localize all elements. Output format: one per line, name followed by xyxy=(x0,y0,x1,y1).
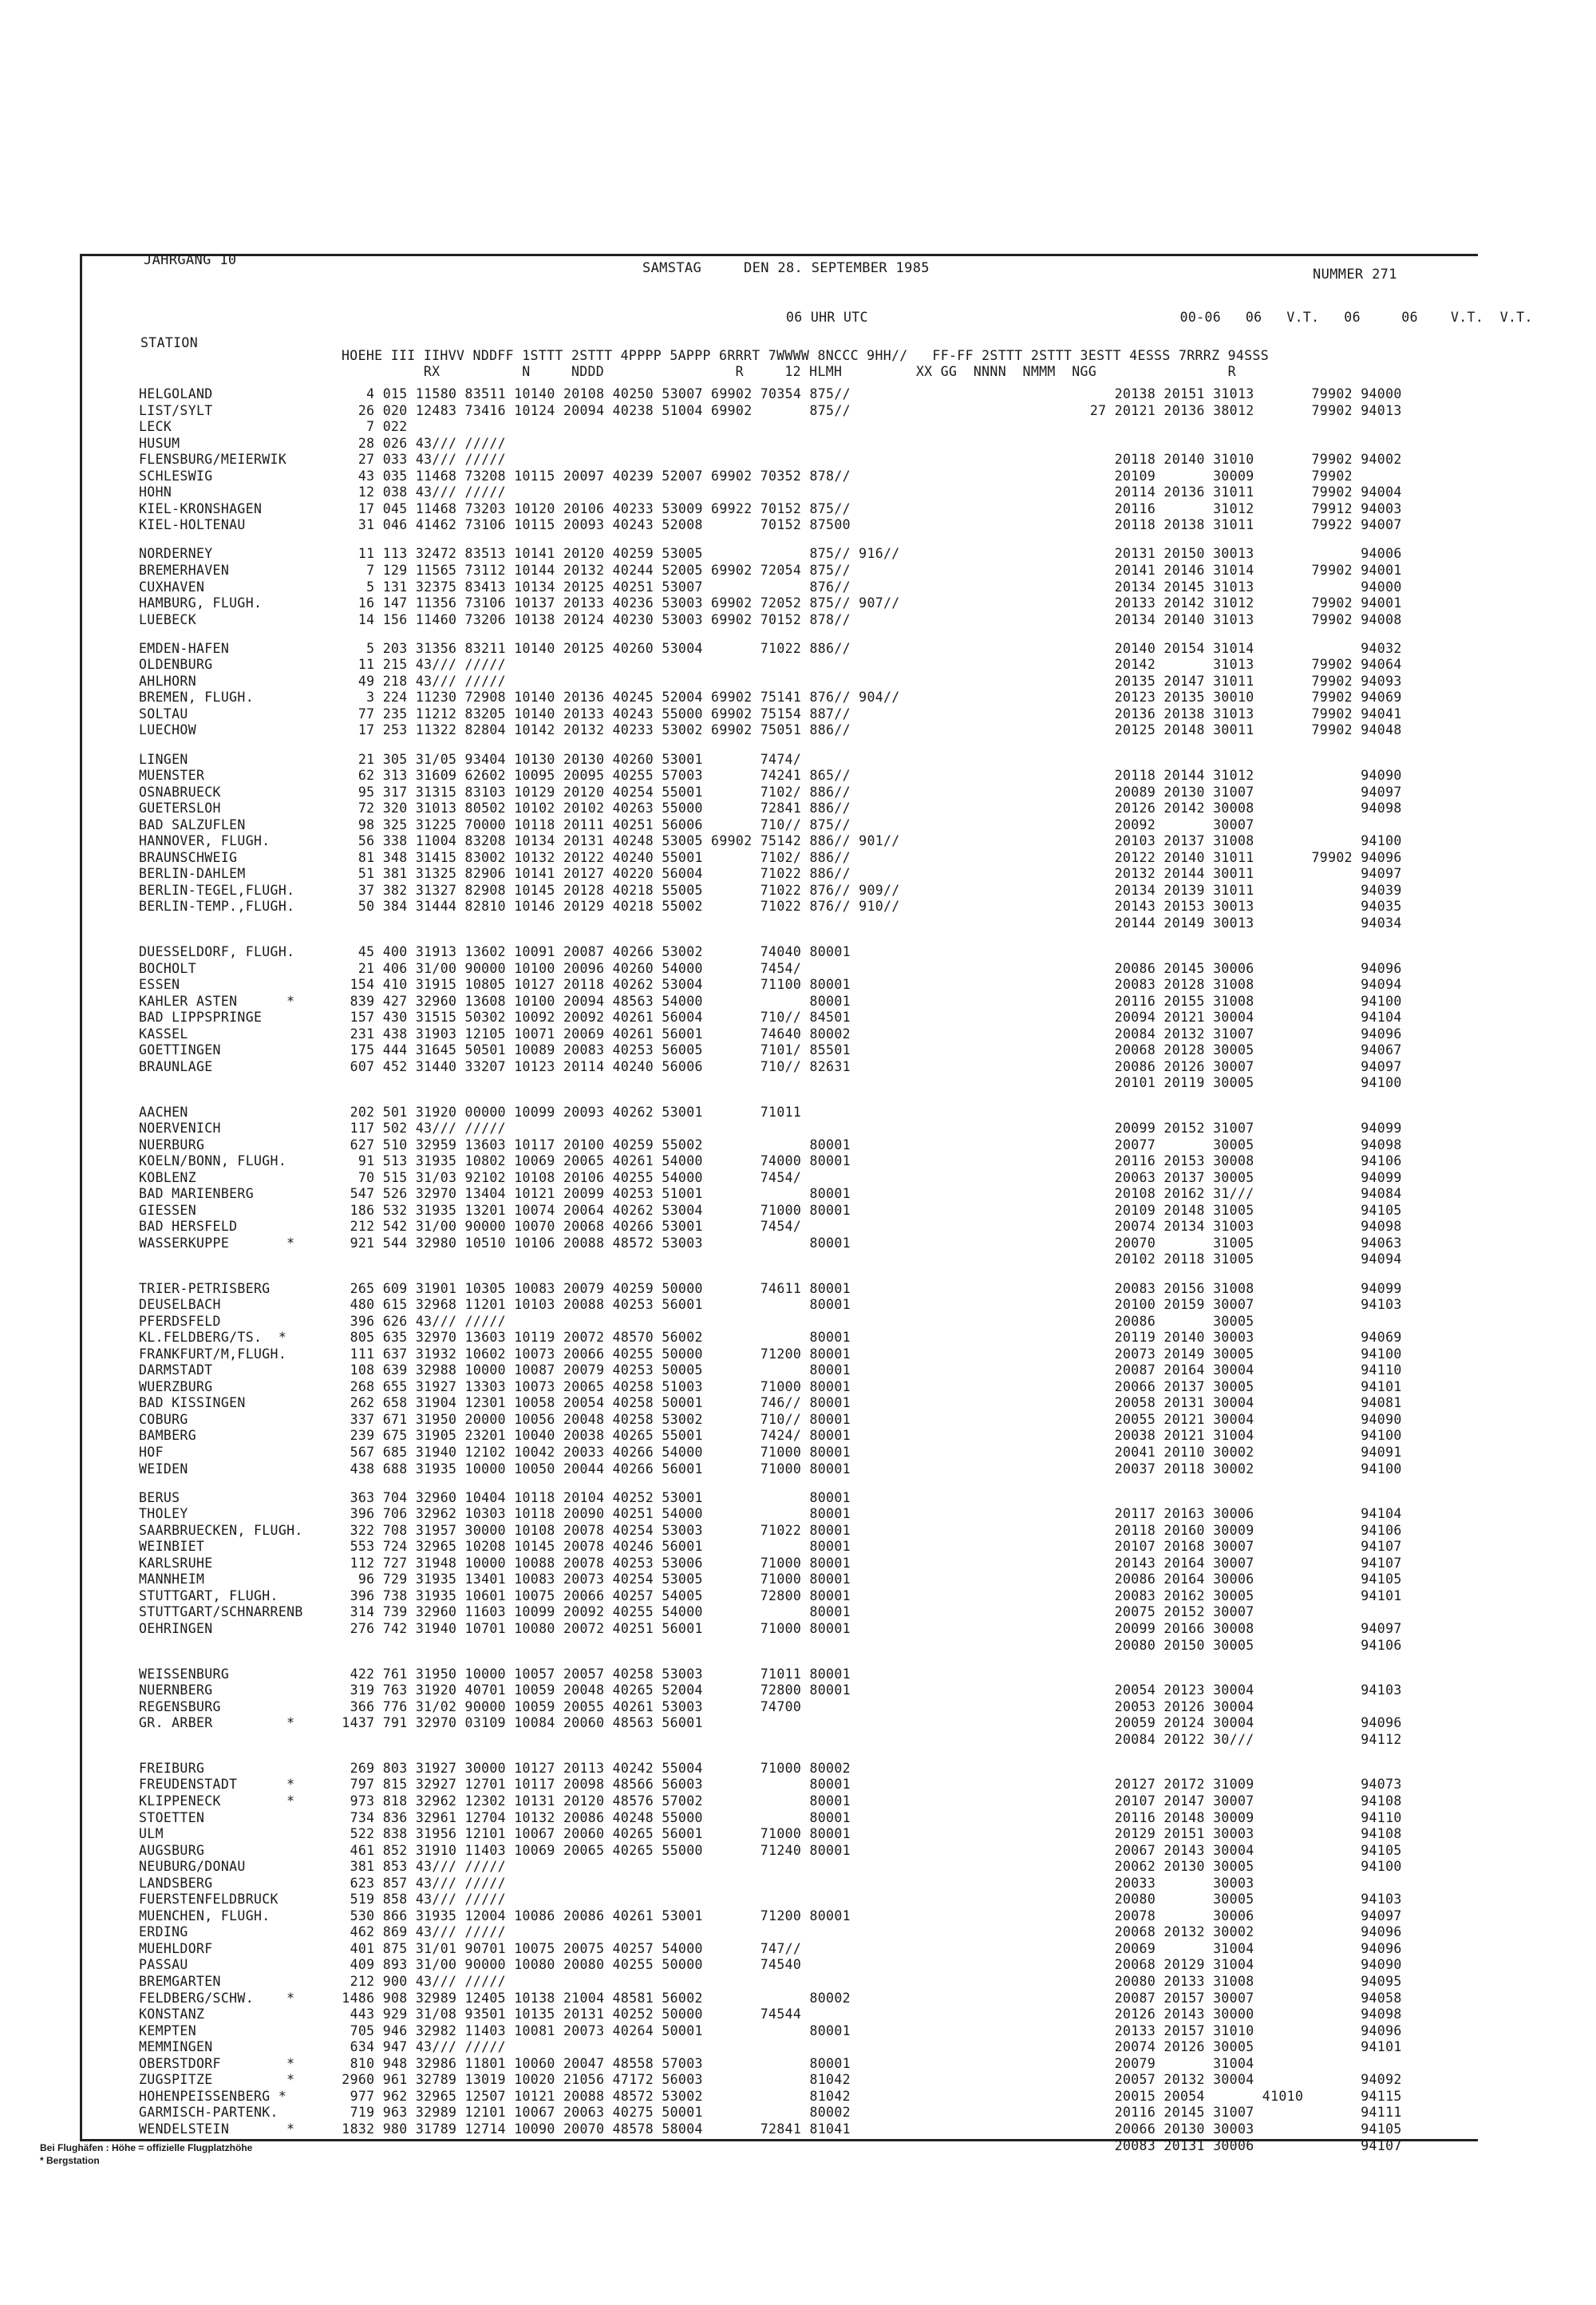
observation-06utc: 1832 980 31789 12714 10090 20070 48578 58004 72841 81041 xyxy=(334,2121,851,2137)
observation-06utc: 265 609 31901 10305 10083 20079 40259 50000 74611 80001 xyxy=(334,1280,851,1296)
station-name: ESSEN xyxy=(139,977,180,993)
observation-06utc: 21 406 31/00 90000 10100 20096 40260 54000 7454/ xyxy=(334,960,802,976)
station-name: MUENCHEN, FLUGH. xyxy=(139,1908,271,1923)
station-name: COBURG xyxy=(139,1411,188,1427)
station-name: KARLSRUHE xyxy=(139,1555,213,1571)
observation-06utc: 480 615 32968 11201 10103 20088 40253 56001 80001 xyxy=(334,1297,851,1313)
station-name: REGENSBURG xyxy=(139,1698,221,1714)
station-name: KOELN/BONN, FLUGH. xyxy=(139,1153,287,1169)
observation-06utc: 51 381 31325 82906 10141 20127 40220 56004 71022 886// xyxy=(334,866,851,882)
station-name: NORDERNEY xyxy=(139,546,213,562)
station-name: BAD SALZUFLEN xyxy=(139,816,246,832)
observation-06utc: 553 724 32965 10208 10145 20078 40246 56001 80001 xyxy=(334,1539,851,1555)
station-name: ZUGSPITZE * xyxy=(139,2072,295,2088)
station-name: NEUBURG/DONAU xyxy=(139,1859,246,1875)
station-name: WUERZBURG xyxy=(139,1378,213,1394)
observation-06utc: 3 224 11230 72908 10140 20136 40245 52004 69902 75141 876// 904// xyxy=(334,690,900,706)
observation-06utc: 12 038 43/// ///// xyxy=(334,484,506,500)
observation-06utc: 77 235 11212 83205 10140 20133 40243 55000 69902 75154 887// xyxy=(334,706,851,722)
station-name: GR. ARBER * xyxy=(139,1715,295,1731)
observation-06utc: 49 218 43/// ///// xyxy=(334,673,506,689)
station-name: MANNHEIM xyxy=(139,1572,205,1587)
observation-period-values: 20015 20054 41010 94115 xyxy=(1065,2088,1402,2104)
column-header-subcodes: RX N NDDD R 12 HLMH XX GG NNNN NMMM NGG R xyxy=(342,364,1236,379)
observation-06utc: 322 708 31957 30000 10108 20078 40254 53003 71022 80001 xyxy=(334,1522,851,1538)
observation-period-values: 20086 20164 30006 94105 xyxy=(1065,1572,1402,1587)
station-name: FRANKFURT/M,FLUGH. xyxy=(139,1346,287,1362)
observation-period-values: 20086 20126 30007 94097 xyxy=(1065,1058,1402,1074)
observation-06utc: 5 203 31356 83211 10140 20125 40260 53004 71022 886// xyxy=(334,640,851,656)
station-name: FREIBURG xyxy=(139,1760,205,1776)
observation-period-values: 20070 31005 94063 xyxy=(1065,1235,1402,1251)
observation-period-values: 20108 20162 31/// 94084 xyxy=(1065,1186,1402,1202)
station-name: BAMBERG xyxy=(139,1428,196,1444)
observation-period-values: 20068 20128 30005 94067 xyxy=(1065,1042,1402,1058)
observation-period-values: 20057 20132 30004 94092 xyxy=(1065,2072,1402,2088)
observation-period-values: 20086 20145 30006 94096 xyxy=(1065,960,1402,976)
station-name: LINGEN xyxy=(139,751,188,767)
observation-period-values: 20075 20152 30007 xyxy=(1065,1604,1254,1620)
station-name: DEUSELBACH xyxy=(139,1297,221,1313)
station-name: KEMPTEN xyxy=(139,2022,196,2038)
observation-period-values: 20140 20154 31014 94032 xyxy=(1065,640,1402,656)
station-name: ULM xyxy=(139,1826,164,1842)
observation-06utc: 7 129 11565 73112 10144 20132 40244 52005 69902 72054 875// xyxy=(334,563,851,578)
observation-06utc: 396 738 31935 10601 10075 20066 40257 54005 72800 80001 xyxy=(334,1587,851,1603)
station-name: SCHLESWIG xyxy=(139,468,213,484)
station-name: BREMGARTEN xyxy=(139,1974,221,1989)
volume-label: JAHRGANG 10 xyxy=(144,252,237,268)
observation-period-values: 20100 20159 30007 94103 xyxy=(1065,1297,1402,1313)
observation-period-values: 20037 20118 30002 94100 xyxy=(1065,1461,1402,1477)
observation-06utc: 11 215 43/// ///// xyxy=(334,657,506,673)
observation-06utc: 734 836 32961 12704 10132 20086 40248 55000 80001 xyxy=(334,1809,851,1825)
observation-period-values: 20116 31012 79912 94003 xyxy=(1065,500,1402,516)
observation-period-values: 20083 20128 31008 94094 xyxy=(1065,977,1402,993)
observation-06utc: 239 675 31905 23201 10040 20038 40265 55001 7424/ 80001 xyxy=(334,1428,851,1444)
observation-period-values: 20079 31004 xyxy=(1065,2055,1254,2071)
observation-period-values: 20142 31013 79902 94064 xyxy=(1065,657,1402,673)
observation-period-values: 20109 20148 31005 94105 xyxy=(1065,1202,1402,1218)
observation-period-values: 20066 20130 30003 94105 xyxy=(1065,2121,1402,2137)
observation-period-values: 20087 20157 30007 94058 xyxy=(1065,1990,1402,2006)
observation-06utc: 70 515 31/03 92102 10108 20106 40255 54000 7454/ xyxy=(334,1169,802,1185)
station-name: TRIER-PETRISBERG xyxy=(139,1280,271,1296)
observation-06utc: 262 658 31904 12301 10058 20054 40258 50001 746// 80001 xyxy=(334,1395,851,1411)
observation-06utc: 186 532 31935 13201 10074 20064 40262 53004 71000 80001 xyxy=(334,1202,851,1218)
observation-period-values: 20077 30005 94098 xyxy=(1065,1137,1402,1152)
observation-06utc: 705 946 32982 11403 10081 20073 40264 50001 80001 xyxy=(334,2022,851,2038)
observation-06utc: 95 317 31315 83103 10129 20120 40254 55001 7102/ 886// xyxy=(334,784,851,800)
observation-06utc: 202 501 31920 00000 10099 20093 40262 53001 71011 xyxy=(334,1104,802,1120)
station-name: FELDBERG/SCHW. * xyxy=(139,1990,295,2006)
station-name: LIST/SYLT xyxy=(139,402,213,418)
observation-06utc: 26 020 12483 73416 10124 20094 40238 51004 69902 875// xyxy=(334,402,851,418)
observation-06utc: 72 320 31013 80502 10102 20102 40263 55000 72841 886// xyxy=(334,801,851,816)
observation-06utc: 175 444 31645 50501 10089 20083 40253 56005 7101/ 85501 xyxy=(334,1042,851,1058)
observation-period-values: 20067 20143 30004 94105 xyxy=(1065,1842,1402,1858)
observation-period-values: 20126 20142 30008 94098 xyxy=(1065,801,1402,816)
station-name: BRAUNSCHWEIG xyxy=(139,849,238,865)
station-name: PFERDSFELD xyxy=(139,1313,221,1329)
observation-period-values: 20141 20146 31014 79902 94001 xyxy=(1065,563,1402,578)
observation-period-values: 20069 31004 94096 xyxy=(1065,1940,1402,1956)
observation-period-values: 20099 20166 30008 94097 xyxy=(1065,1621,1402,1636)
observation-period-values: 20084 20122 30/// 94112 xyxy=(1065,1731,1402,1747)
observation-period-values: 20134 20145 31013 94000 xyxy=(1065,579,1402,595)
observation-06utc: 50 384 31444 82810 10146 20129 40218 55002 71022 876// 910// xyxy=(334,899,900,915)
observation-period-values: 20138 20151 31013 79902 94000 xyxy=(1065,386,1402,401)
observation-06utc: 422 761 31950 10000 10057 20057 40258 53003 71011 80001 xyxy=(334,1666,851,1682)
observation-period-values: 20114 20136 31011 79902 94004 xyxy=(1065,484,1402,500)
observation-06utc: 276 742 31940 10701 10080 20072 40251 56001 71000 80001 xyxy=(334,1621,851,1636)
station-name: KONSTANZ xyxy=(139,2006,205,2022)
station-name: AACHEN xyxy=(139,1104,188,1120)
observation-06utc: 212 900 43/// ///// xyxy=(334,1974,506,1989)
observation-period-values: 20073 20149 30005 94100 xyxy=(1065,1346,1402,1362)
station-name: EMDEN-HAFEN xyxy=(139,640,230,656)
station-name: KL.FELDBERG/TS. * xyxy=(139,1330,287,1346)
observation-06utc: 462 869 43/// ///// xyxy=(334,1924,506,1940)
station-name: LUECHOW xyxy=(139,722,196,738)
observation-period-values: 20136 20138 31013 79902 94041 xyxy=(1065,706,1402,722)
observation-period-values: 20126 20143 30000 94098 xyxy=(1065,2006,1402,2022)
station-name: MEMMINGEN xyxy=(139,2039,213,2055)
station-name: HOHENPEISSENBERG * xyxy=(139,2088,287,2104)
station-name: NOERVENICH xyxy=(139,1121,221,1137)
station-name: GUETERSLOH xyxy=(139,801,221,816)
station-name: WEISSENBURG xyxy=(139,1666,230,1682)
observation-06utc: 117 502 43/// ///// xyxy=(334,1121,506,1137)
station-name: STUTTGART/SCHNARRENB xyxy=(139,1604,303,1620)
observation-period-values: 20107 20147 30007 94108 xyxy=(1065,1793,1402,1809)
observation-period-values: 20134 20139 31011 94039 xyxy=(1065,882,1402,898)
station-name: DARMSTADT xyxy=(139,1362,213,1378)
station-name: KIEL-HOLTENAU xyxy=(139,517,246,533)
observation-period-values: 20116 20155 31008 94100 xyxy=(1065,993,1402,1009)
observation-06utc: 31 046 41462 73106 10115 20093 40243 52008 70152 87500 xyxy=(334,517,851,533)
station-name: DUESSELDORF, FLUGH. xyxy=(139,944,295,960)
station-name: CUXHAVEN xyxy=(139,579,205,595)
observation-period-values: 20116 20145 31007 94111 xyxy=(1065,2105,1402,2121)
observation-period-values: 20122 20140 31011 79902 94096 xyxy=(1065,849,1402,865)
observation-period-values: 20118 20160 30009 94106 xyxy=(1065,1522,1402,1538)
observation-period-values: 20102 20118 31005 94094 xyxy=(1065,1251,1402,1267)
observation-06utc: 401 875 31/01 90701 10075 20075 40257 54000 747// xyxy=(334,1940,802,1956)
observation-period-values: 20133 20142 31012 79902 94001 xyxy=(1065,595,1402,611)
observation-06utc: 623 857 43/// ///// xyxy=(334,1875,506,1891)
station-name: LECK xyxy=(139,419,172,435)
observation-period-values: 27 20121 20136 38012 79902 94013 xyxy=(1065,402,1402,418)
observation-06utc: 56 338 11004 83208 10134 20131 40248 53005 69902 75142 886// 901// xyxy=(334,833,900,849)
observation-period-values: 20118 20138 31011 79922 94007 xyxy=(1065,517,1402,533)
observation-06utc: 11 113 32472 83513 10141 20120 40259 53005 875// 916// xyxy=(334,546,900,562)
observation-06utc: 839 427 32960 13608 10100 20094 48563 54000 80001 xyxy=(334,993,851,1009)
observation-06utc: 567 685 31940 12102 10042 20033 40266 54000 71000 80001 xyxy=(334,1445,851,1460)
station-name: BERLIN-TEGEL,FLUGH. xyxy=(139,882,295,898)
observation-06utc: 43 035 11468 73208 10115 20097 40239 52007 69902 70352 878// xyxy=(334,468,851,484)
observation-06utc: 14 156 11460 73206 10138 20124 40230 53003 69902 70152 878// xyxy=(334,611,851,627)
observation-06utc: 627 510 32959 13603 10117 20100 40259 55002 80001 xyxy=(334,1137,851,1152)
observation-06utc: 363 704 32960 10404 10118 20104 40252 53001 80001 xyxy=(334,1489,851,1505)
observation-06utc: 268 655 31927 13303 10073 20065 40258 51003 71000 80001 xyxy=(334,1378,851,1394)
observation-06utc: 977 962 32965 12507 10121 20088 48572 53002 81042 xyxy=(334,2088,851,2104)
footnote-airports: Bei Flughäfen : Höhe = offizielle Flugplatzhöhe xyxy=(40,2142,253,2153)
station-name: THOLEY xyxy=(139,1506,188,1522)
station-name: HANNOVER, FLUGH. xyxy=(139,833,271,849)
station-name: OEHRINGEN xyxy=(139,1621,213,1636)
station-name: LUEBECK xyxy=(139,611,196,627)
station-name: AHLHORN xyxy=(139,673,196,689)
observation-period-values: 20059 20124 30004 94096 xyxy=(1065,1715,1402,1731)
issue-number: NUMMER 271 xyxy=(1313,267,1397,283)
observation-period-values: 20074 20126 30005 94101 xyxy=(1065,2039,1402,2055)
observation-period-values: 20134 20140 31013 79902 94008 xyxy=(1065,611,1402,627)
observation-period-values: 20033 30003 xyxy=(1065,1875,1254,1891)
observation-period-values: 20144 20149 30013 94034 xyxy=(1065,915,1402,931)
station-name: GARMISCH-PARTENK. xyxy=(139,2105,279,2121)
observation-06utc: 337 671 31950 20000 10056 20048 40258 53002 710// 80001 xyxy=(334,1411,851,1427)
observation-period-values: 20131 20150 30013 94006 xyxy=(1065,546,1402,562)
observation-06utc: 16 147 11356 73106 10137 20133 40236 53003 69902 72052 875// 907// xyxy=(334,595,900,611)
station-name: GIESSEN xyxy=(139,1202,196,1218)
observation-06utc: 17 253 11322 82804 10142 20132 40233 53002 69902 75051 886// xyxy=(334,722,851,738)
station-name: KOBLENZ xyxy=(139,1169,196,1185)
observation-period-values: 20080 30005 94103 xyxy=(1065,1892,1402,1908)
observation-period-values: 20084 20132 31007 94096 xyxy=(1065,1026,1402,1042)
observation-06utc: 212 542 31/00 90000 10070 20068 40266 53001 7454/ xyxy=(334,1219,802,1235)
observation-period-values: 20099 20152 31007 94099 xyxy=(1065,1121,1402,1137)
station-name: HUSUM xyxy=(139,435,180,451)
observation-period-values: 20063 20137 30005 94099 xyxy=(1065,1169,1402,1185)
observation-06utc: 438 688 31935 10000 10050 20044 40266 56001 71000 80001 xyxy=(334,1461,851,1477)
observation-period-values: 20055 20121 30004 94090 xyxy=(1065,1411,1402,1427)
observation-06utc: 81 348 31415 83002 10132 20122 40240 55001 7102/ 886// xyxy=(334,849,851,865)
observation-period-values: 20133 20157 31010 94096 xyxy=(1065,2022,1402,2038)
observation-period-values: 20119 20140 30003 94069 xyxy=(1065,1330,1402,1346)
observation-06utc: 111 637 31932 10602 10073 20066 40255 50000 71200 80001 xyxy=(334,1346,851,1362)
observation-period-values: 20116 20148 30009 94110 xyxy=(1065,1809,1402,1825)
observation-period-values: 20083 20162 30005 94101 xyxy=(1065,1587,1402,1603)
observation-06utc: 381 853 43/// ///// xyxy=(334,1859,506,1875)
station-name: BERUS xyxy=(139,1489,180,1505)
station-name: STUTTGART, FLUGH. xyxy=(139,1587,279,1603)
observation-period-values: 20068 20129 31004 94090 xyxy=(1065,1957,1402,1973)
observation-period-values: 20127 20172 31009 94073 xyxy=(1065,1777,1402,1793)
station-name: BREMERHAVEN xyxy=(139,563,230,578)
observation-period-values: 20066 20137 30005 94101 xyxy=(1065,1378,1402,1394)
observation-06utc: 396 626 43/// ///// xyxy=(334,1313,506,1329)
station-name: KIEL-KRONSHAGEN xyxy=(139,500,263,516)
station-name: KAHLER ASTEN * xyxy=(139,993,295,1009)
observation-period-values: 20062 20130 30005 94100 xyxy=(1065,1859,1402,1875)
observation-06utc: 91 513 31935 10802 10069 20065 40261 54000 74000 80001 xyxy=(334,1153,851,1169)
observation-06utc: 973 818 32962 12302 10131 20120 48576 57002 80001 xyxy=(334,1793,851,1809)
station-name: BAD LIPPSPRINGE xyxy=(139,1010,263,1026)
station-name: OLDENBURG xyxy=(139,657,213,673)
station-name: SAARBRUECKEN, FLUGH. xyxy=(139,1522,303,1538)
observation-period-values: 20053 20126 30004 xyxy=(1065,1698,1254,1714)
observation-06utc: 522 838 31956 12101 10067 20060 40265 56001 71000 80001 xyxy=(334,1826,851,1842)
station-name: AUGSBURG xyxy=(139,1842,205,1858)
station-name: WENDELSTEIN * xyxy=(139,2121,295,2137)
column-header-station: STATION xyxy=(140,335,198,350)
observation-period-values: 20038 20121 31004 94100 xyxy=(1065,1428,1402,1444)
observation-06utc: 231 438 31903 12105 10071 20069 40261 56001 74640 80002 xyxy=(334,1026,851,1042)
observation-06utc: 7 022 xyxy=(334,419,408,435)
observation-06utc: 1437 791 32970 03109 10084 20060 48563 56001 xyxy=(334,1715,703,1731)
observation-period-values: 20083 20131 30006 94107 xyxy=(1065,2137,1402,2153)
station-name: MUENSTER xyxy=(139,768,205,784)
observation-06utc: 27 033 43/// ///// xyxy=(334,452,506,468)
station-name: STOETTEN xyxy=(139,1809,205,1825)
station-name: FREUDENSTADT * xyxy=(139,1777,295,1793)
station-name: FUERSTENFELDBRUCK xyxy=(139,1892,279,1908)
observation-period-values: 20083 20156 31008 94099 xyxy=(1065,1280,1402,1296)
station-name: NUERNBERG xyxy=(139,1682,213,1698)
observation-period-values: 20092 30007 xyxy=(1065,816,1254,832)
station-name: BAD MARIENBERG xyxy=(139,1186,254,1202)
station-name: BAD KISSINGEN xyxy=(139,1395,246,1411)
issue-date: SAMSTAG DEN 28. SEPTEMBER 1985 xyxy=(642,260,930,276)
station-name: WASSERKUPPE * xyxy=(139,1235,295,1251)
station-name: WEINBIET xyxy=(139,1539,205,1555)
observation-06utc: 21 305 31/05 93404 10130 20130 40260 53001 7474/ xyxy=(334,751,802,767)
observation-period-values: 20089 20130 31007 94097 xyxy=(1065,784,1402,800)
observation-period-values: 20109 30009 79902 xyxy=(1065,468,1353,484)
column-header-time-groups: 06 UHR UTC 00-06 06 V.T. 06 06 V.T. V.T. xyxy=(786,310,1533,325)
observation-period-values: 20041 20110 30002 94091 xyxy=(1065,1445,1402,1460)
observation-06utc: 443 929 31/08 93501 10135 20131 40252 50000 74544 xyxy=(334,2006,802,2022)
observation-06utc: 797 815 32927 12701 10117 20098 48566 56003 80001 xyxy=(334,1777,851,1793)
observation-06utc: 5 131 32375 83413 10134 20125 40251 53007 876// xyxy=(334,579,851,595)
station-name: OBERSTDORF * xyxy=(139,2055,295,2071)
station-name: ERDING xyxy=(139,1924,188,1940)
station-name: KASSEL xyxy=(139,1026,188,1042)
observation-06utc: 154 410 31915 10805 10127 20118 40262 53004 71100 80001 xyxy=(334,977,851,993)
observation-06utc: 319 763 31920 40701 10059 20048 40265 52004 72800 80001 xyxy=(334,1682,851,1698)
station-name: GOETTINGEN xyxy=(139,1042,221,1058)
observation-06utc: 607 452 31440 33207 10123 20114 40240 56006 710// 82631 xyxy=(334,1058,851,1074)
observation-period-values: 20068 20132 30002 94096 xyxy=(1065,1924,1402,1940)
station-name: NUERBURG xyxy=(139,1137,205,1152)
observation-06utc: 157 430 31515 50302 10092 20092 40261 56004 710// 84501 xyxy=(334,1010,851,1026)
observation-06utc: 62 313 31609 62602 10095 20095 40255 57003 74241 865// xyxy=(334,768,851,784)
observation-06utc: 314 739 32960 11603 10099 20092 40255 54000 80001 xyxy=(334,1604,851,1620)
observation-06utc: 366 776 31/02 90000 10059 20055 40261 53003 74700 xyxy=(334,1698,802,1714)
station-name: BERLIN-TEMP.,FLUGH. xyxy=(139,899,295,915)
observation-06utc: 519 858 43/// ///// xyxy=(334,1892,506,1908)
observation-period-values: 20118 20144 31012 94090 xyxy=(1065,768,1402,784)
observation-period-values: 20054 20123 30004 94103 xyxy=(1065,1682,1402,1698)
observation-06utc: 810 948 32986 11801 10060 20047 48558 57003 80001 xyxy=(334,2055,851,2071)
observation-period-values: 20143 20164 30007 94107 xyxy=(1065,1555,1402,1571)
observation-06utc: 921 544 32980 10510 10106 20088 48572 53003 80001 xyxy=(334,1235,851,1251)
observation-06utc: 37 382 31327 82908 10145 20128 40218 55005 71022 876// 909// xyxy=(334,882,900,898)
observation-period-values: 20132 20144 30011 94097 xyxy=(1065,866,1402,882)
observation-period-values: 20118 20140 31010 79902 94002 xyxy=(1065,452,1402,468)
observation-period-values: 20125 20148 30011 79902 94048 xyxy=(1065,722,1402,738)
station-name: BAD HERSFELD xyxy=(139,1219,238,1235)
observation-period-values: 20103 20137 31008 94100 xyxy=(1065,833,1402,849)
station-name: PASSAU xyxy=(139,1957,188,1973)
observation-06utc: 1486 908 32989 12405 10138 21004 48581 56002 80002 xyxy=(334,1990,851,2006)
station-name: HAMBURG, FLUGH. xyxy=(139,595,263,611)
observation-06utc: 98 325 31225 70000 10118 20111 40251 56006 710// 875// xyxy=(334,816,851,832)
observation-period-values: 20135 20147 31011 79902 94093 xyxy=(1065,673,1402,689)
observation-06utc: 96 729 31935 13401 10083 20073 40254 53005 71000 80001 xyxy=(334,1572,851,1587)
observation-06utc: 461 852 31910 11403 10069 20065 40265 55000 71240 80001 xyxy=(334,1842,851,1858)
observation-period-values: 20078 30006 94097 xyxy=(1065,1908,1402,1923)
observation-period-values: 20074 20134 31003 94098 xyxy=(1065,1219,1402,1235)
footnote-mountain-station: * Bergstation xyxy=(40,2155,100,2166)
observation-06utc: 45 400 31913 13602 10091 20087 40266 53002 74040 80001 xyxy=(334,944,851,960)
observation-period-values: 20129 20151 30003 94108 xyxy=(1065,1826,1402,1842)
station-name: FLENSBURG/MEIERWIK xyxy=(139,452,287,468)
observation-06utc: 530 866 31935 12004 10086 20086 40261 53001 71200 80001 xyxy=(334,1908,851,1923)
station-name: HOF xyxy=(139,1445,164,1460)
station-name: BOCHOLT xyxy=(139,960,196,976)
observation-period-values: 20086 30005 xyxy=(1065,1313,1254,1329)
observation-06utc: 108 639 32988 10000 10087 20079 40253 50005 80001 xyxy=(334,1362,851,1378)
station-name: HOHN xyxy=(139,484,172,500)
observation-period-values: 20087 20164 30004 94110 xyxy=(1065,1362,1402,1378)
observation-period-values: 20094 20121 30004 94104 xyxy=(1065,1010,1402,1026)
observation-06utc: 805 635 32970 13603 10119 20072 48570 56002 80001 xyxy=(334,1330,851,1346)
observation-period-values: 20116 20153 30008 94106 xyxy=(1065,1153,1402,1169)
station-name: BRAUNLAGE xyxy=(139,1058,213,1074)
observation-period-values: 20080 20150 30005 94106 xyxy=(1065,1637,1402,1653)
observation-period-values: 20117 20163 30006 94104 xyxy=(1065,1506,1402,1522)
column-header-codes: HOEHE III IIHVV NDDFF 1STTT 2STTT 4PPPP 5APPP 6RRRT 7WWWW 8NCCC 9HH// FF-FF 2STTT 2STTT 3ESTT 4ESSS 7RRRZ 94SSS xyxy=(342,348,1270,363)
station-name: WEIDEN xyxy=(139,1461,188,1477)
observation-06utc: 28 026 43/// ///// xyxy=(334,435,506,451)
station-name: SOLTAU xyxy=(139,706,188,722)
observation-06utc: 409 893 31/00 90000 10080 20080 40255 50000 74540 xyxy=(334,1957,802,1973)
station-name: OSNABRUECK xyxy=(139,784,221,800)
station-name: KLIPPENECK * xyxy=(139,1793,295,1809)
observation-06utc: 719 963 32989 12101 10067 20063 40275 50001 80002 xyxy=(334,2105,851,2121)
observation-06utc: 547 526 32970 13404 10121 20099 40253 51001 80001 xyxy=(334,1186,851,1202)
observation-period-values: 20143 20153 30013 94035 xyxy=(1065,899,1402,915)
observation-period-values: 20123 20135 30010 79902 94069 xyxy=(1065,690,1402,706)
station-name: MUEHLDORF xyxy=(139,1940,213,1956)
station-name: BREMEN, FLUGH. xyxy=(139,690,254,706)
station-name: BERLIN-DAHLEM xyxy=(139,866,246,882)
observation-06utc: 4 015 11580 83511 10140 20108 40250 53007 69902 70354 875// xyxy=(334,386,851,401)
observation-06utc: 269 803 31927 30000 10127 20113 40242 55004 71000 80002 xyxy=(334,1760,851,1776)
observation-period-values: 20101 20119 30005 94100 xyxy=(1065,1075,1402,1091)
station-name: LANDSBERG xyxy=(139,1875,213,1891)
observation-06utc: 634 947 43/// ///// xyxy=(334,2039,506,2055)
station-name: HELGOLAND xyxy=(139,386,213,401)
observation-06utc: 112 727 31948 10000 10088 20078 40253 53006 71000 80001 xyxy=(334,1555,851,1571)
observation-06utc: 2960 961 32789 13019 10020 21056 47172 56003 81042 xyxy=(334,2072,851,2088)
observation-period-values: 20058 20131 30004 94081 xyxy=(1065,1395,1402,1411)
observation-06utc: 17 045 11468 73203 10120 20106 40233 53009 69922 70152 875// xyxy=(334,500,851,516)
observation-period-values: 20080 20133 31008 94095 xyxy=(1065,1974,1402,1989)
observation-06utc: 396 706 32962 10303 10118 20090 40251 54000 80001 xyxy=(334,1506,851,1522)
observation-period-values: 20107 20168 30007 94107 xyxy=(1065,1539,1402,1555)
